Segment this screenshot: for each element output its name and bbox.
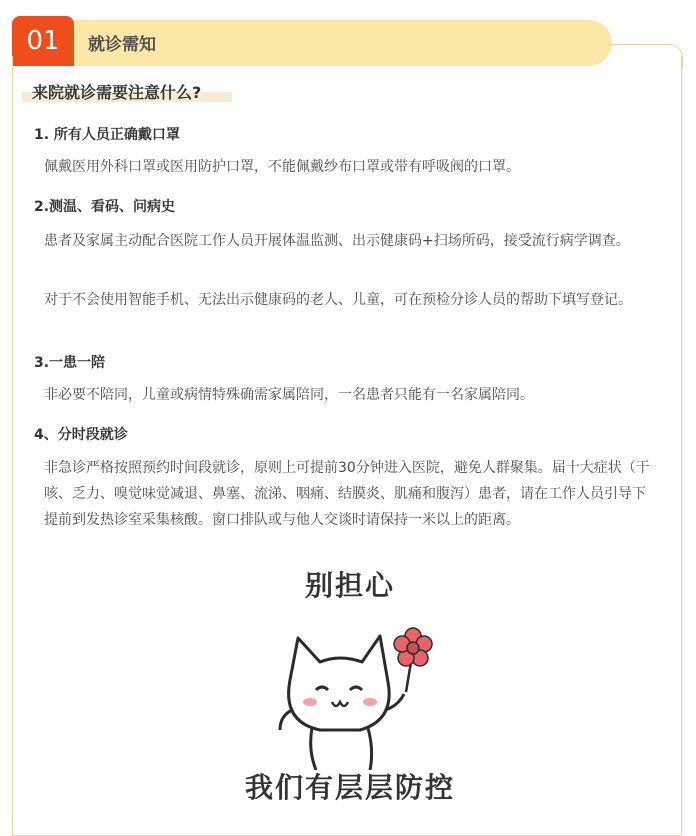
section-number-badge: 01 xyxy=(12,16,74,66)
question-title: 来院就诊需要注意什么? xyxy=(32,83,202,102)
section-2-paragraph-2: 对于不会使用智能手机、无法出示健康码的老人、儿童，可在预检分诊人员的帮助下填写登记。 xyxy=(44,292,632,308)
section-heading-1: 1. 所有人员正确戴口罩 xyxy=(34,127,180,143)
section-1-paragraph: 佩戴医用外科口罩或医用防护口罩，不能佩戴纱布口罩或带有呼吸阀的口罩。 xyxy=(44,159,520,175)
cat-with-flower-icon xyxy=(220,610,480,770)
cat-illustration xyxy=(220,560,480,820)
section-2-paragraph-1: 患者及家属主动配合医院工作人员开展体温监测、出示健康码+扫场所码，接受流行病学调查。 xyxy=(44,233,630,249)
section-heading-4: 4、分时段就诊 xyxy=(34,427,128,443)
section-3-paragraph: 非必要不陪同，儿童或病情特殊确需家属陪同，一名患者只能有一名家属陪同。 xyxy=(44,387,534,403)
illustration-top-text: 别担心 xyxy=(304,569,395,602)
section-heading-3: 3.一患一陪 xyxy=(34,355,106,371)
section-4-paragraph: 非急诊严格按照预约时间段就诊，原则上可提前30分钟进入医院，避免人群聚集。届十大症状（干咳、乏力、嗅觉味觉减退、鼻塞、流涕、咽痛、结膜炎、肌痛和腹泻）患者，请在工作人员引导下提前到发热诊室采集核酸。窗口排队或与他人交谈时请保持一米以上的距离。 xyxy=(44,460,650,528)
illustration-bottom-text: 我们有层层防控 xyxy=(244,771,455,804)
section-title: 就诊需知 xyxy=(88,35,156,55)
section-heading-2: 2.测温、看码、问病史 xyxy=(34,199,176,215)
